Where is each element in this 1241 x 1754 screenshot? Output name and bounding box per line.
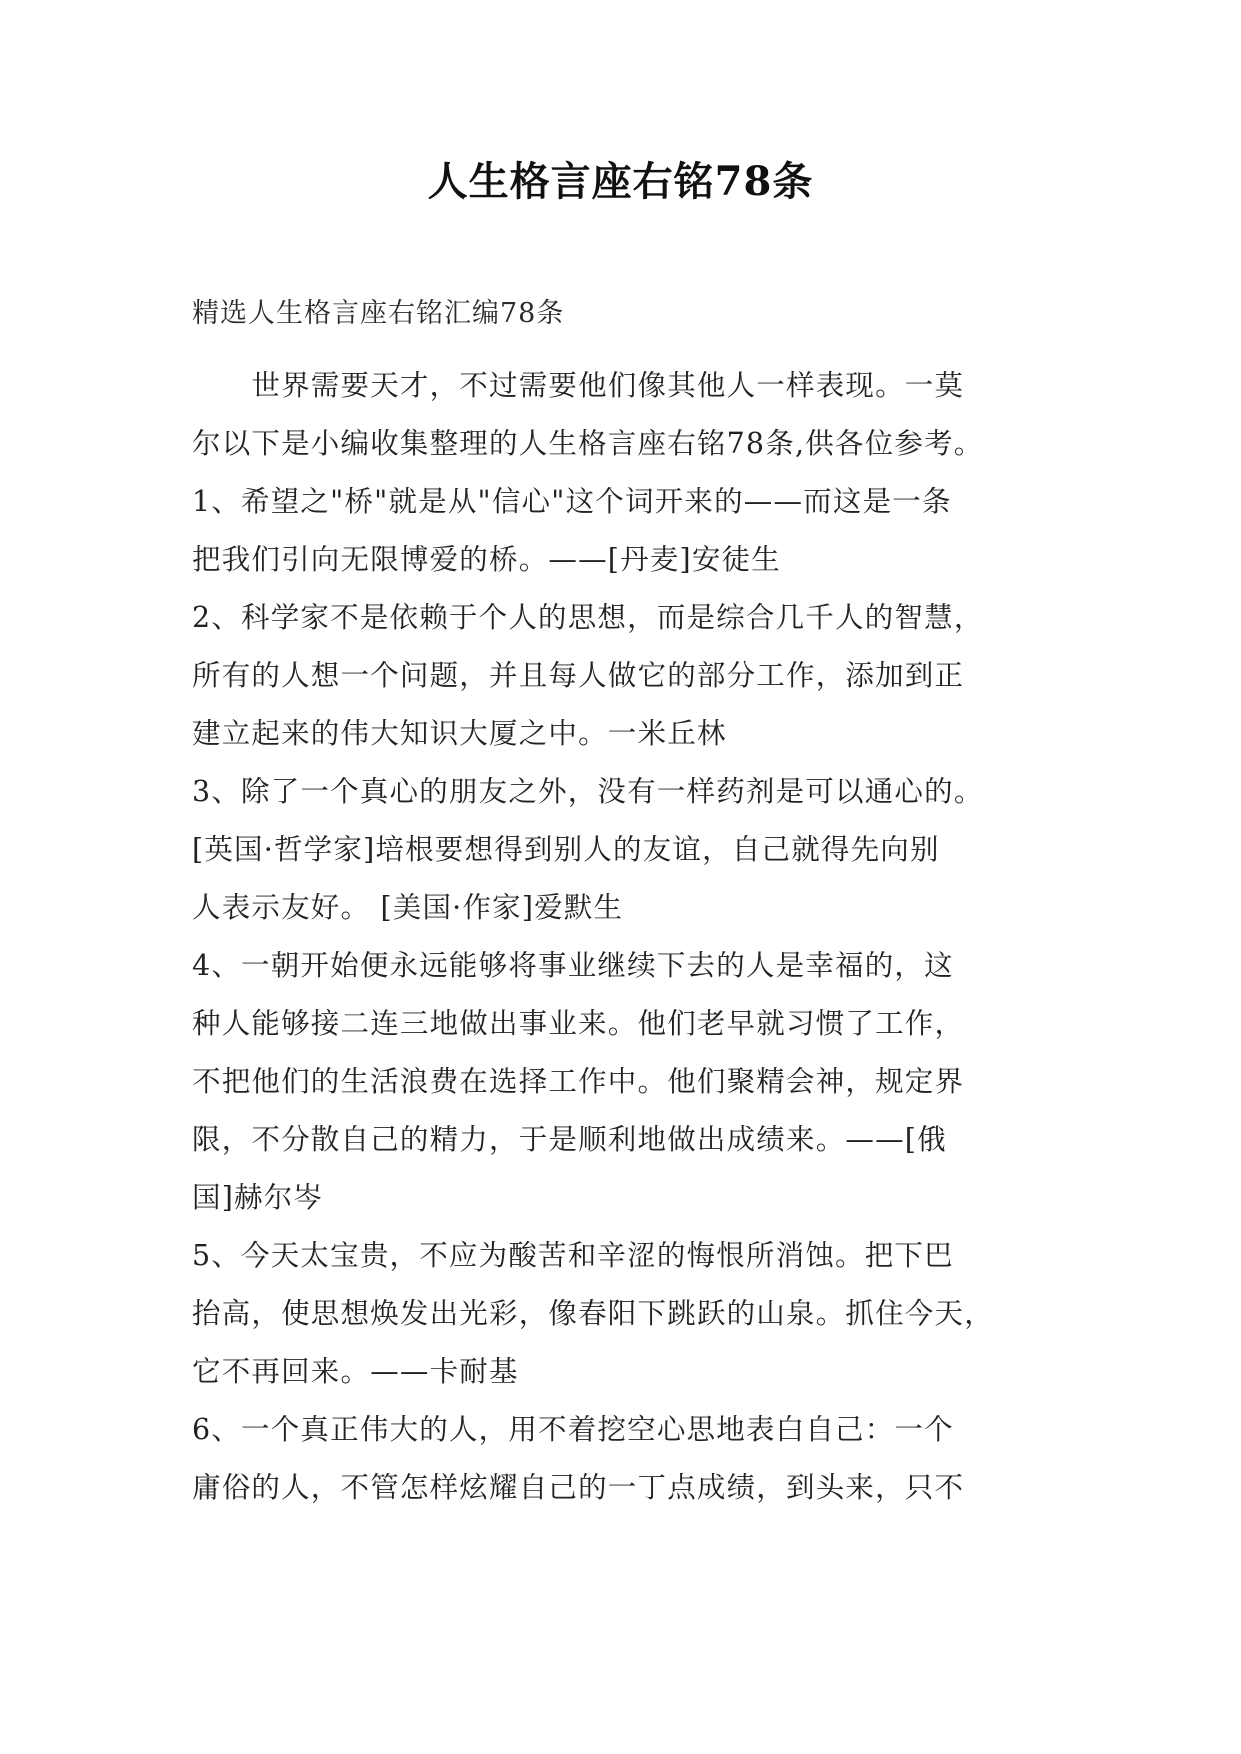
body-line: 限，不分散自己的精力，于是顺利地做出成绩来。——[俄 — [192, 1123, 947, 1156]
body-line: 4、一朝开始便永远能够将事业继续下去的人是幸福的，这 — [192, 949, 954, 982]
body-line: 1、希望之"桥"就是从"信心"这个词开来的——而这是一条 — [192, 485, 952, 518]
document-subtitle: 精选人生格言座右铭汇编78条 — [192, 298, 565, 329]
body-line: 庸俗的人，不管怎样炫耀自己的一丁点成绩，到头来，只不 — [192, 1471, 965, 1504]
body-line: 国]赫尔岑 — [192, 1181, 324, 1214]
body-line: [英国·哲学家]培根要想得到别人的友谊，自己就得先向别 — [192, 833, 940, 866]
body-line: 建立起来的伟大知识大厦之中。一米丘林 — [192, 717, 727, 750]
body-line: 3、除了一个真心的朋友之外，没有一样药剂是可以通心的。 — [192, 775, 984, 808]
body-line: 种人能够接二连三地做出事业来。他们老早就习惯了工作， — [192, 1007, 965, 1040]
body-line: 抬高，使思想焕发出光彩，像春阳下跳跃的山泉。抓住今天， — [192, 1297, 994, 1330]
body-line: 2、科学家不是依赖于个人的思想，而是综合几千人的智慧， — [192, 601, 984, 634]
body-line: 不把他们的生活浪费在选择工作中。他们聚精会神，规定界 — [192, 1065, 965, 1098]
body-line: 所有的人想一个问题，并且每人做它的部分工作，添加到正 — [192, 659, 965, 692]
document-title: 人生格言座右铭78条 — [427, 158, 814, 205]
body-line: 它不再回来。——卡耐基 — [192, 1355, 519, 1388]
body-line: 6、一个真正伟大的人，用不着挖空心思地表白自己：一个 — [192, 1413, 954, 1446]
body-line: 5、今天太宝贵，不应为酸苦和辛涩的悔恨所消蚀。把下巴 — [192, 1239, 954, 1272]
body-line: 世界需要天才，不过需要他们像其他人一样表现。一莫 — [192, 369, 965, 402]
body-line: 把我们引向无限博爱的桥。——[丹麦]安徒生 — [192, 543, 781, 576]
body-line: 人表示友好。 [美国·作家]爱默生 — [192, 891, 624, 924]
body-line: 尔以下是小编收集整理的人生格言座右铭78条,供各位参考。 — [192, 427, 984, 460]
